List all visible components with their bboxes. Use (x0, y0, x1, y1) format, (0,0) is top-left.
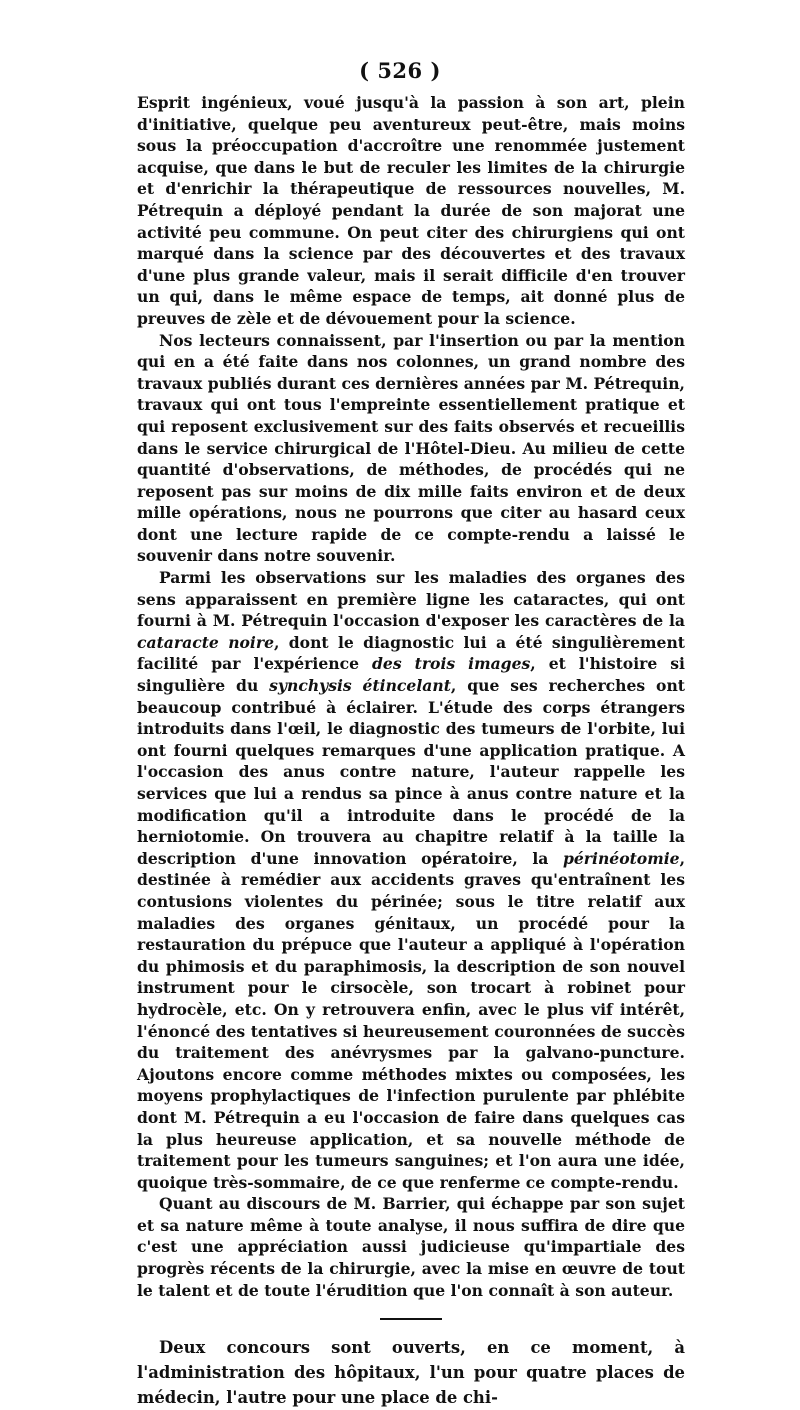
paragraph-text: Nos lecteurs connaissent, par l'insertion ou par la mention qui en a été faite dans nos colonnes, un grand nombre des travaux publiés durant ces dernières années par M. Pétrequin, travaux qui ont tous l'empreinte essentiellement pratique et qui reposent exclusivement sur des faits observés et recueillis dans le service chirurgical de l'Hôtel-Dieu. Au milieu de cette quantité d'observations, de méthodes, de procédés qui ne reposent pas sur moins de dix mille faits environ et de deux mille opérations, nous ne pourrons que citer au hasard ceux dont une lecture rapide de ce compte-rendu a laissé le souvenir dans notre souvenir. (137, 330, 685, 566)
text-column (137, 92, 685, 1410)
italic-term: périnéotomie (562, 848, 680, 868)
paragraph-works (137, 330, 685, 568)
paragraph-text: Esprit ingénieux, voué jusqu'à la passion à son art, plein d'initiative, quelque peu aventureux peut-être, mais moins sous la préoccupation d'accroître une renommée justement acquise, que dans le but de reculer les limites de la chirurgie et d'enrichir la thérapeutique de ressources nouvelles, M. Pétrequin a déployé pendant la durée de son majorat une activité peu commune. On peut citer des chirurgiens qui ont marqué dans la science par des découvertes et des travaux d'une plus grande valeur, mais il serait difficile d'en trouver un qui, dans le même espace de temps, ait donné plus de preuves de zèle et de dévouement pour la science. (137, 93, 685, 328)
paragraph-text: , destinée à remédier aux accidents graves qu'entraînent les contusions violentes du périnée; sous le titre relatif aux maladies des organes génitaux, un procédé pour la restauration du prépuce que l'auteur a appliqué à l'opération du phimosis et du paraphimosis, la description de son nouvel instrument pour le cirsocèle, son trocart à robinet pour hydrocèle, etc. On y retrouvera enfin, avec le plus vif intérêt, l'énoncé des tentatives si heureusement couronnées de succès du traitement des anévrysmes par la galvano-puncture. Ajoutons encore comme méthodes mixtes ou composées, les moyens prophylactiques de l'infection purulente par phlébite dont M. Pétrequin a eu l'occasion de faire dans quelques cas la plus heureuse application, et sa nouvelle méthode de traitement pour les tumeurs sanguines; et l'on aura une idée, quoique très-sommaire, de ce que renferme ce compte-rendu. (137, 848, 685, 1192)
page-number: ( 526 ) (359, 58, 441, 83)
paragraph-text: Quant au discours de M. Barrier, qui échappe par son sujet et sa nature même à toute analyse, il nous suffira de dire que c'est une appréciation aussi judicieuse qu'impartiale des progrès récents de la chirurgie, avec la mise en œuvre de tout le talent et de toute l'érudition que l'on connaît à son auteur. (137, 1194, 685, 1300)
paragraph-barrier (137, 1193, 685, 1301)
paragraph-intro (137, 92, 685, 330)
paragraph-text: , et l'histoire si singulière du (137, 654, 685, 696)
section-divider (380, 1318, 442, 1320)
italic-term: des trois images (372, 654, 531, 674)
italic-term: synchysis étincelant (269, 676, 451, 696)
italic-term: cataracte noire (137, 632, 274, 652)
paragraph-text: , dont le diagnostic lui a été singulièrement facilité par l'expérience (137, 632, 686, 674)
paragraph-text: , que ses recherches ont beaucoup contribué à éclairer. L'étude des corps étrangers introduits dans l'œil, le diagnostic des tumeurs de l'orbite, lui ont fourni quelques remarques d'une application pratique. A l'occasion des anus contre nature, l'auteur rappelle les services que lui a rendus sa pince à anus contre nature et la modification qu'il a introduite dans le procédé de la herniotomie. On trouvera au chapitre relatif à la taille la description d'une innovation opératoire, la (137, 676, 685, 868)
paragraph-text: Deux concours sont ouverts, en ce moment, à l'administration des hôpitaux, l'un pour quatre places de médecin, l'autre pour une place de chi- (137, 1338, 685, 1408)
paragraph-text: Parmi les observations sur les maladies des organes des sens apparaissent en première ligne les cataractes, qui ont fourni à M. Pétrequin l'occasion d'exposer les caractères de la (137, 568, 685, 631)
paragraph-observations (137, 567, 685, 1193)
paragraph-concours (137, 1335, 685, 1410)
